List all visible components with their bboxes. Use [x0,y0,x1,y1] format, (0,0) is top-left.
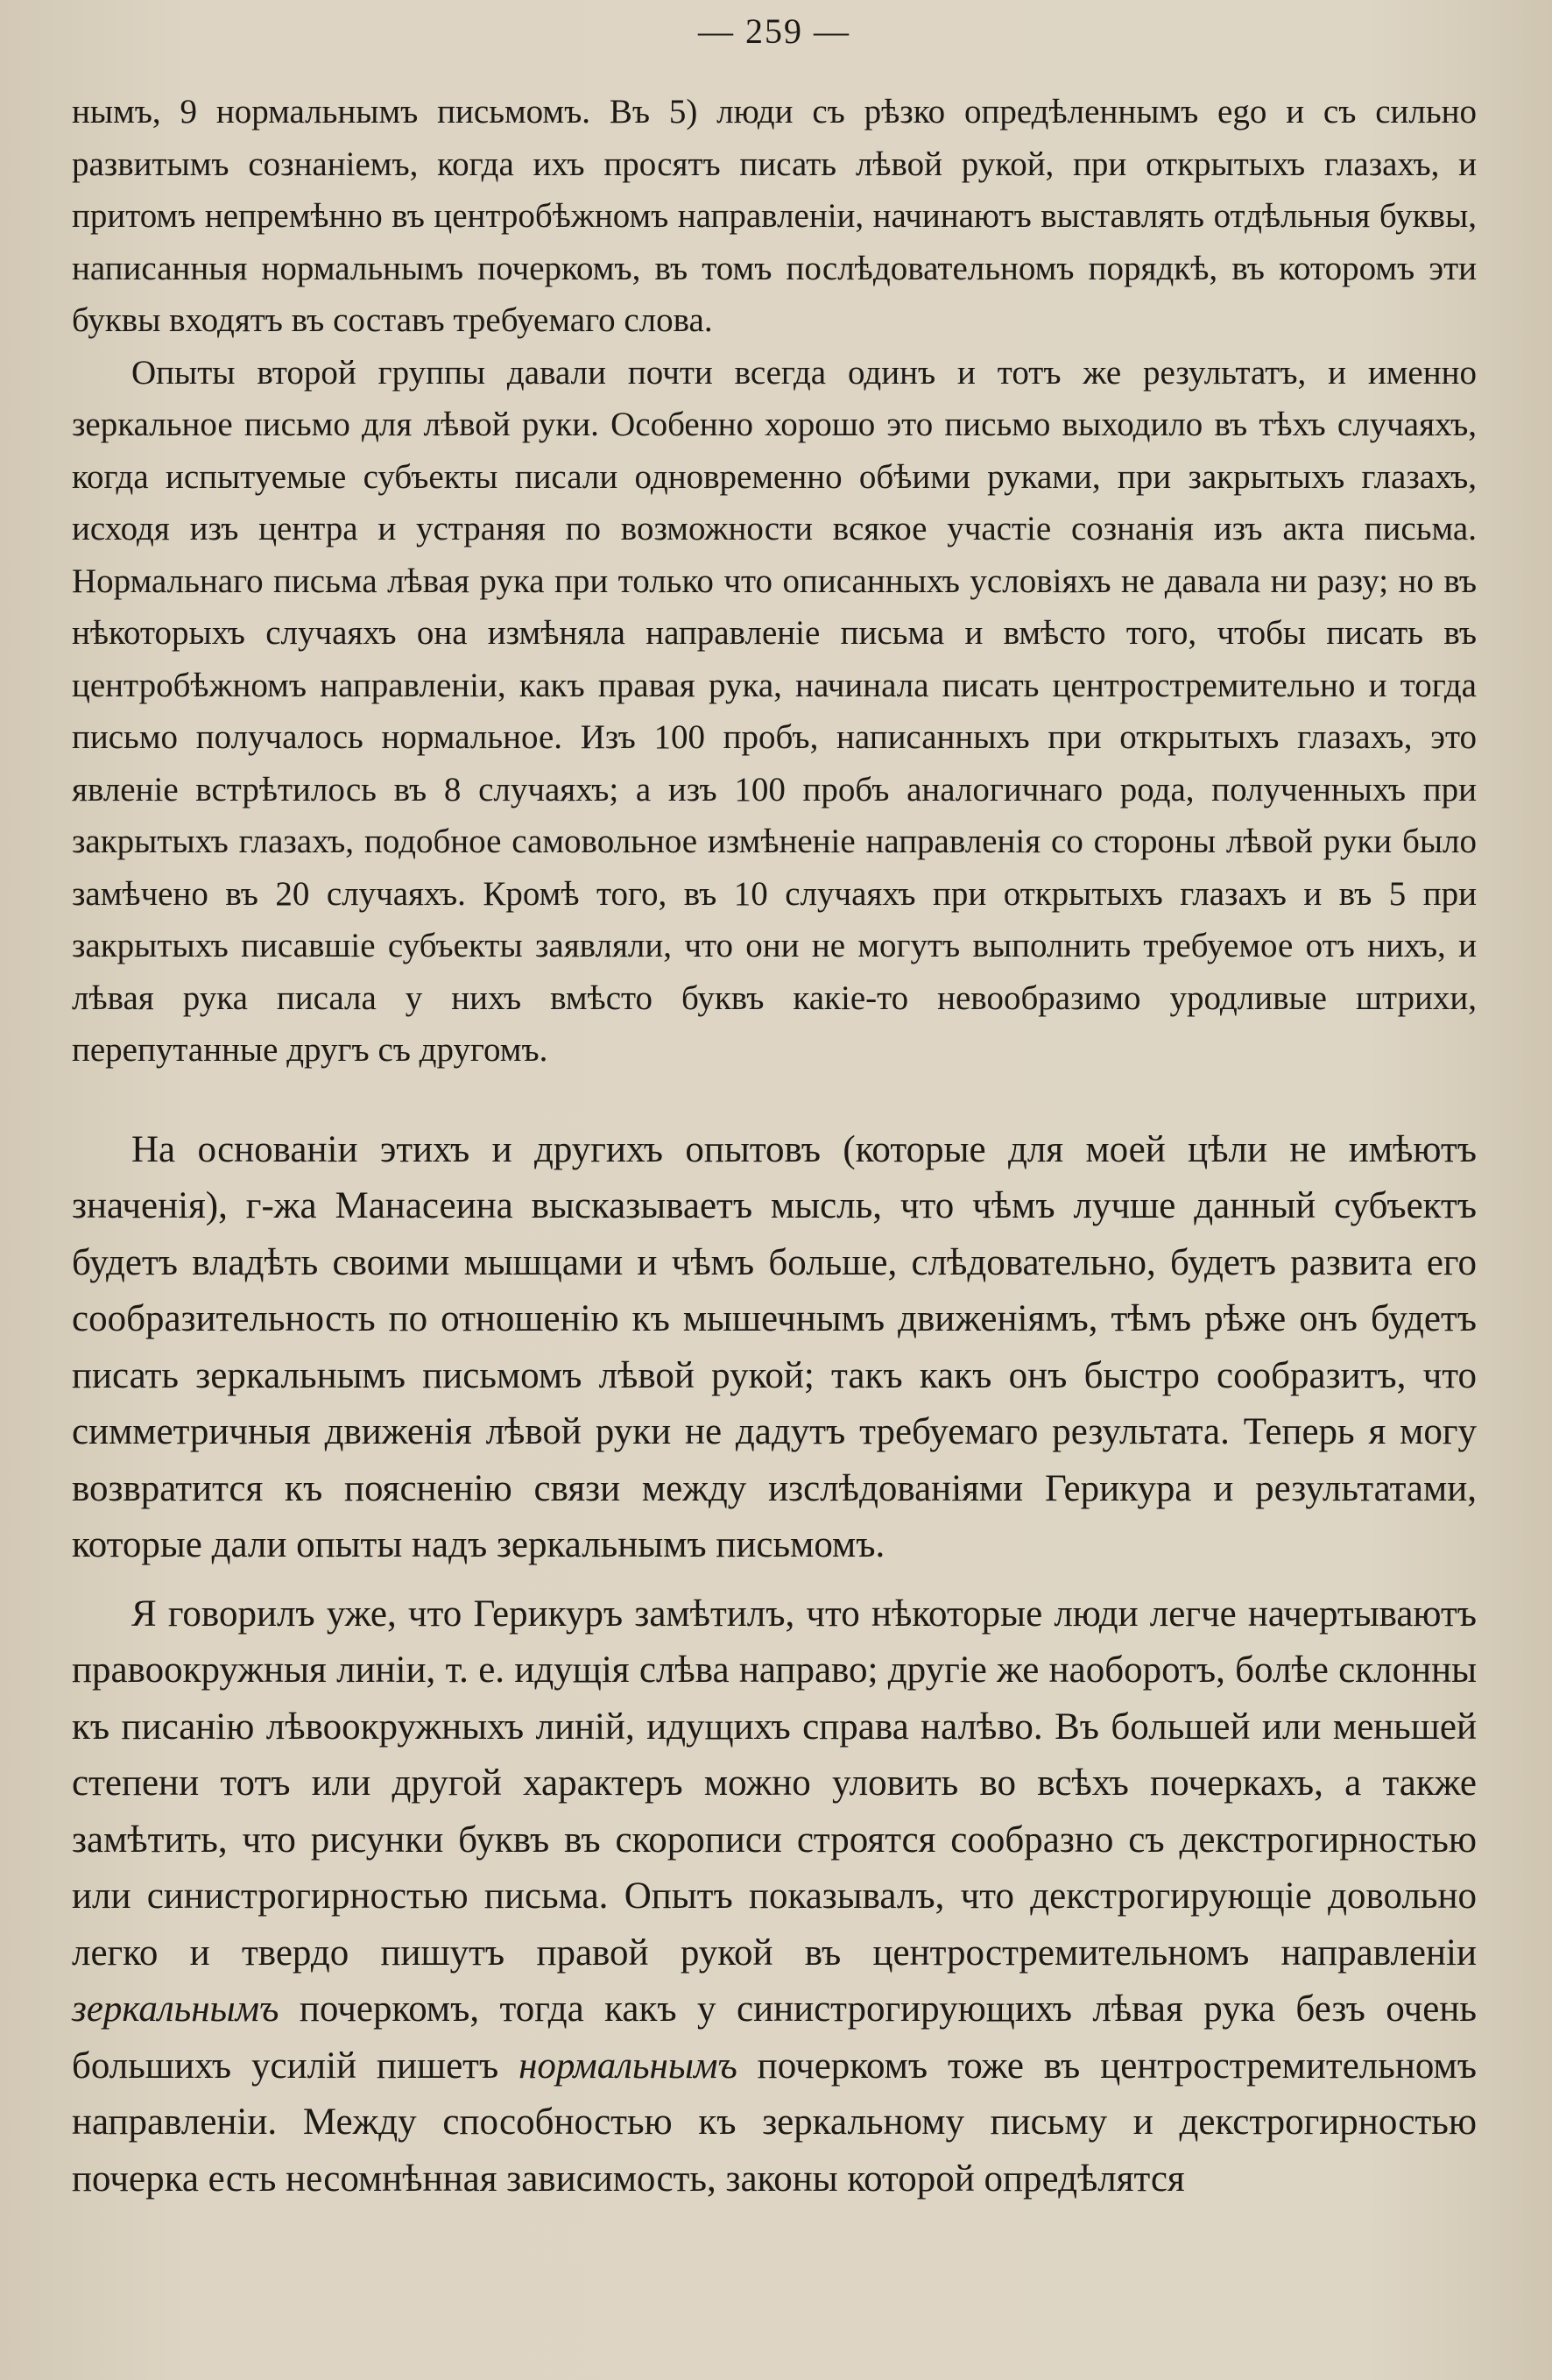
paragraph-4-part-b: почеркомъ, тогда какъ у синистрогирующихъ лѣвая рука безъ очень большихъ усилій пишетъ [72,1988,1477,2087]
small-print-block [72,86,1477,1077]
paragraph-1: нымъ, 9 нормальнымъ письмомъ. Въ 5) люди съ рѣзко опредѣленнымъ ego и съ сильно развитымъ сознаніемъ, когда ихъ просятъ писать лѣвой рукой, при открытыхъ глазахъ, и притомъ непремѣнно въ центробѣжномъ направленіи, начинаютъ выставлять отдѣльныя буквы, написанныя нормальнымъ почеркомъ, въ томъ послѣдовательномъ порядкѣ, въ которомъ эти буквы входятъ въ составъ требуемаго слова. [72,93,1477,339]
paragraph-4 [72,1586,1477,2208]
paragraph-4-part-c: почеркомъ тоже въ центростремительномъ направленіи. Между способностью къ зеркальному письму и декстрогирностью почерка есть несомнѣнная зависимость, законы которой опредѣлятся [72,2045,1477,2200]
italic-mirror-word: зеркальнымъ [72,1988,279,2030]
italic-normal-word: нормальнымъ [519,2045,737,2087]
main-text-block [72,1122,1477,2208]
paragraph-3: На основаніи этихъ и другихъ опытовъ (которые для моей цѣли не имѣютъ значенія), г-жа Манасеина высказываетъ мысль, что чѣмъ лучше данный субъектъ будетъ владѣть своими мышцами и чѣмъ больше, слѣдовательно, будетъ развита его сообразительность по отношенію къ мышечнымъ движеніямъ, тѣмъ рѣже онъ будетъ писать зеркальнымъ письмомъ лѣвой рукой; такъ какъ онъ быстро сообразитъ, что симметричныя движенія лѣвой руки не дадутъ требуемаго результата. Теперь я могу возвратится къ поясненію связи между изслѣдованіями Герикура и результатами, которые дали опыты надъ зеркальнымъ письмомъ. [72,1128,1477,1565]
paragraph-4-part-a: Я говорилъ уже, что Герикуръ замѣтилъ, что нѣкоторые люди легче начертываютъ правоокружныя линіи, т. е. идущія слѣва направо; другіе же наоборотъ, болѣе склонны къ писанію лѣвоокружныхъ линій, идущихъ справа налѣво. Въ большей или меньшей степени тотъ или другой характеръ можно уловить во всѣхъ почеркахъ, а также замѣтить, что рисунки буквъ въ скорописи строятся сообразно съ декстрогирностью или синистрогирностью письма. Опытъ показывалъ, что декстрогирующіе довольно легко и твердо пишутъ правой рукой въ центростремительномъ направленіи [72,1593,1477,1974]
page-number: — 259 — [698,11,850,51]
paragraph-2: Опыты второй группы давали почти всегда одинъ и тотъ же результатъ, и именно зеркальное письмо для лѣвой руки. Особенно хорошо это письмо выходило въ тѣхъ случаяхъ, когда испытуемые субъекты писали одновременно обѣими руками, при закрытыхъ глазахъ, исходя изъ центра и устраняя по возможности всякое участіе сознанія изъ акта письма. Нормальнаго письма лѣвая рука при только что описанныхъ условіяхъ не давала ни разу; но въ нѣкоторыхъ случаяхъ она измѣняла направленіе письма и вмѣсто того, чтобы писать въ центробѣжномъ направленіи, какъ правая рука, начинала писать центростремительно и тогда письмо получалось нормальное. Изъ 100 пробъ, написанныхъ при открытыхъ глазахъ, это явленіе встрѣтилось въ 8 случаяхъ; а изъ 100 пробъ аналогичнаго рода, полученныхъ при закрытыхъ глазахъ, подобное самовольное измѣненіе направленія со стороны лѣвой руки было замѣчено въ 20 случаяхъ. Кромѣ того, въ 10 случаяхъ при открытыхъ глазахъ и въ 5 при закрытыхъ писавшіе субъекты заявляли, что они не могутъ выполнить требуемое отъ нихъ, и лѣвая рука писала у нихъ вмѣсто буквъ какіе-то невообразимо уродливые штрихи, перепутанные другъ съ другомъ. [72,353,1477,1069]
